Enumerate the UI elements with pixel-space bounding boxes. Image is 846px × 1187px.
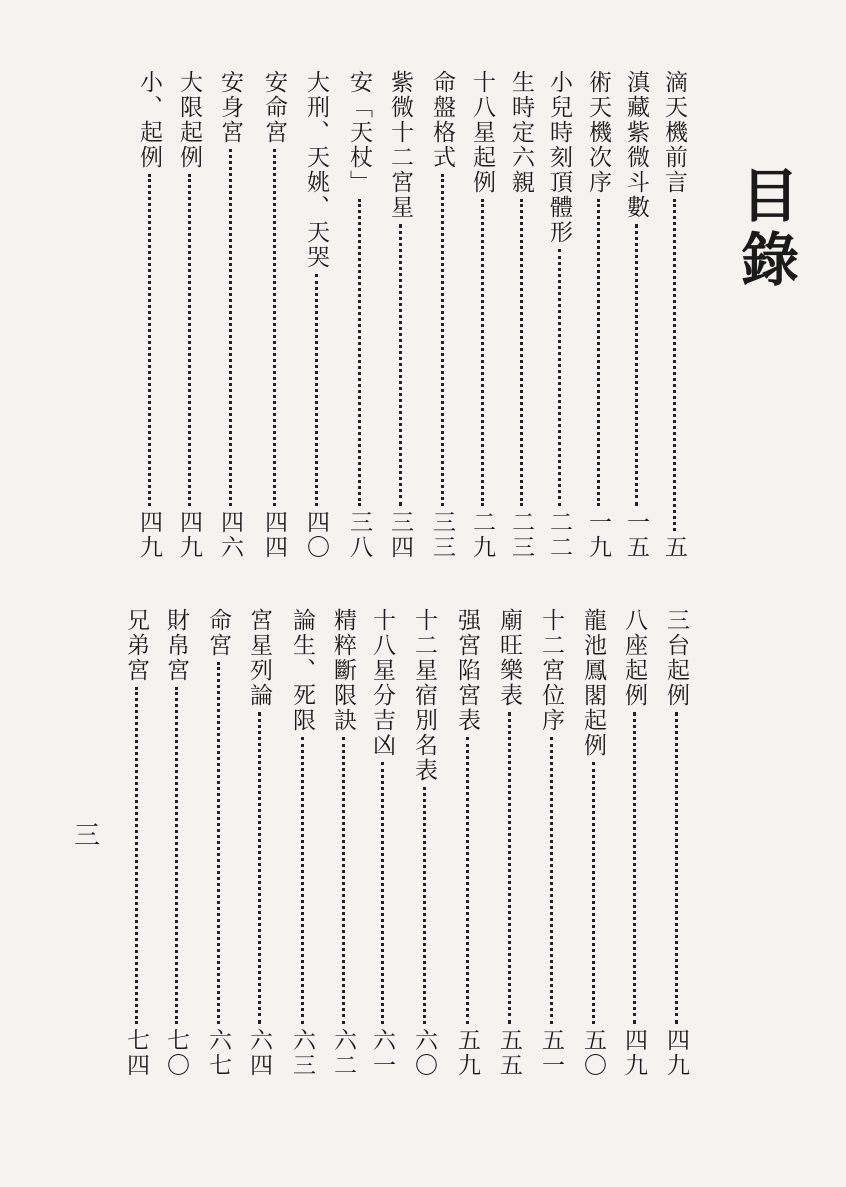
entry-title: 生時定六親 [508,70,534,195]
toc-entry [243,608,275,1078]
entry-title: 命盤格式 [429,70,455,170]
entry-title: 小、起例 [136,70,162,170]
entry-page: 六二 [330,1028,356,1078]
dot-leader [188,174,191,506]
dot-leader [466,737,469,1024]
entry-page: 二二 [546,510,572,560]
entry-title: 財帛宮 [163,608,189,683]
entry-page: 四〇 [303,510,329,560]
entry-page: 四四 [261,510,287,560]
entry-page: 六〇 [411,1028,437,1078]
entry-title: 龍池鳳閣起例 [580,608,606,758]
entry-page: 三八 [346,510,372,560]
entry-title: 安「天杖」 [346,70,372,195]
entry-page: 六四 [246,1028,272,1078]
dot-leader [481,199,484,506]
dot-leader [175,687,178,1024]
dot-leader [423,787,426,1024]
entry-title: 命宮 [205,608,231,658]
entry-page: 五五 [496,1028,522,1078]
entry-title: 術天機次序 [585,70,611,195]
toc-entry [451,608,483,1078]
toc-entry [582,70,614,560]
entry-title: 十二星宿別名表 [411,608,437,783]
entry-page: 六一 [369,1028,395,1078]
dot-leader [381,762,384,1024]
entry-title: 大限起例 [176,70,202,170]
entry-title: 十八星分吉凶 [369,608,395,758]
toc-entry [258,70,290,560]
entry-title: 滴天機前言 [661,70,687,195]
toc-entry [133,70,165,560]
entry-page: 四九 [663,1028,689,1078]
page-title: 目錄 [731,165,799,293]
dot-leader [508,712,511,1024]
entry-title: 十二宮位序 [538,608,564,733]
dot-leader [673,199,676,531]
dot-leader [217,662,220,1024]
toc-entry [577,608,609,1078]
entry-page: 三四 [387,510,413,560]
entry-page: 六七 [205,1028,231,1078]
dot-leader [558,249,561,506]
entry-page: 一九 [585,510,611,560]
entry-title: 紫微十二宮星 [387,70,413,220]
dot-leader [148,174,151,506]
toc-entry [660,608,692,1078]
dot-leader [273,149,276,506]
dot-leader [520,199,523,506]
entry-page: 二九 [469,510,495,560]
entry-title: 精粹斷限訣 [330,608,356,733]
dot-leader [342,737,345,1024]
toc-entry [384,70,416,560]
dot-leader [675,712,678,1024]
entry-page: 六三 [289,1028,315,1078]
entry-title: 宮星列論 [246,608,272,708]
toc-entry [173,70,205,560]
entry-title: 三台起例 [663,608,689,708]
dot-leader [358,199,361,506]
toc-entry [535,608,567,1078]
toc-entry [160,608,192,1078]
dot-leader [441,174,444,506]
entry-title: 論生、死限 [289,608,315,733]
toc-entry [202,608,234,1078]
entry-title: 安命宮 [261,70,287,145]
entry-title: 大刑、天姚、天哭 [303,70,329,270]
entry-page: 一五 [623,510,649,560]
page-number: 三 [73,821,100,851]
entry-page: 四六 [217,510,243,560]
entry-page: 二三 [508,510,534,560]
dot-leader [315,274,318,506]
dot-leader [301,737,304,1024]
dot-leader [399,224,402,506]
toc-entry [300,70,332,560]
dot-leader [633,712,636,1024]
toc-entry [120,608,152,1078]
dot-leader [550,737,553,1024]
toc-entry [658,70,690,560]
entry-title: 安身宮 [217,70,243,145]
entry-page: 七〇 [163,1028,189,1078]
toc-entry [343,70,375,560]
entry-page: 三三 [429,510,455,560]
toc-entry [426,70,458,560]
entry-title: 强宮陷宮表 [454,608,480,733]
toc-entry [408,608,440,1078]
dot-leader [229,149,232,506]
entry-title: 小兒時刻頂體形 [546,70,572,245]
entry-title: 十八星起例 [469,70,495,195]
toc-entry [493,608,525,1078]
entry-page: 四九 [621,1028,647,1078]
toc-entry [618,608,650,1078]
entry-title: 八座起例 [621,608,647,708]
dot-leader [135,687,138,1024]
toc-entry [620,70,652,560]
entry-page: 五〇 [580,1028,606,1078]
dot-leader [258,712,261,1024]
entry-page: 七四 [123,1028,149,1078]
entry-title: 滇藏紫微斗數 [623,70,649,220]
entry-page: 五九 [454,1028,480,1078]
toc-entry [505,70,537,560]
dot-leader [597,199,600,506]
entry-page: 四九 [176,510,202,560]
entry-page: 五 [661,535,687,560]
toc-entry [214,70,246,560]
toc-entry [327,608,359,1078]
dot-leader [635,224,638,506]
entry-title: 兄弟宮 [123,608,149,683]
toc-entry [286,608,318,1078]
dot-leader [592,762,595,1024]
toc-entry [466,70,498,560]
toc-entry [543,70,575,560]
toc-entry [366,608,398,1078]
entry-page: 五一 [538,1028,564,1078]
entry-page: 四九 [136,510,162,560]
entry-title: 廟旺樂表 [496,608,522,708]
